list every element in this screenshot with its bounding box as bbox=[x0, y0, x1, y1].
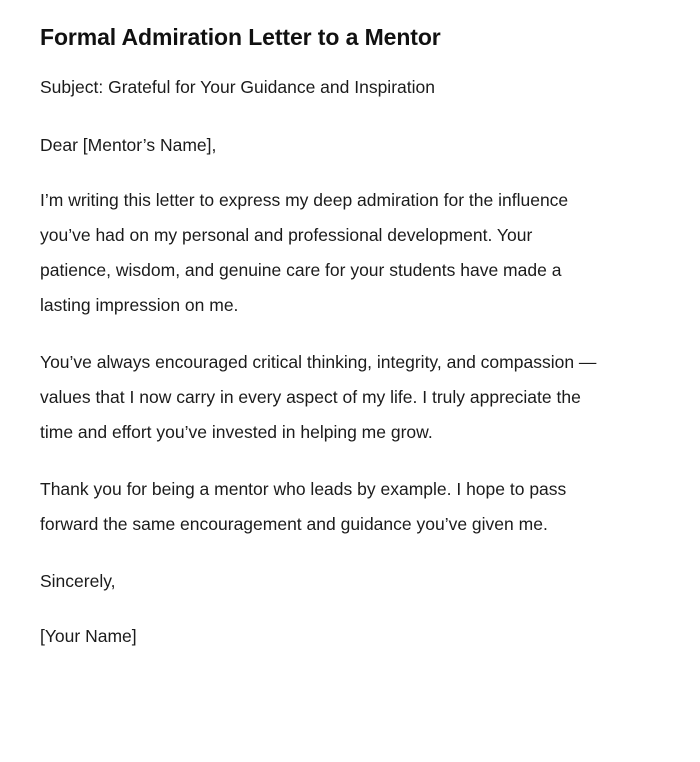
letter-paragraph-2: You’ve always encouraged critical thinking, integrity, and compassion — values that I now carry in every aspect of my life. I truly appreciate the time and effort you’ve invested in helping me grow. bbox=[40, 352, 597, 442]
letter-closing: Sincerely, bbox=[40, 571, 116, 591]
letter-salutation: Dear [Mentor’s Name], bbox=[40, 135, 217, 155]
page-title: Formal Admiration Letter to a Mentor bbox=[40, 24, 441, 50]
letter-paragraph-3: Thank you for being a mentor who leads by example. I hope to pass forward the same encouragement and guidance you’ve given me. bbox=[40, 479, 567, 534]
letter-paragraph-1: I’m writing this letter to express my deep admiration for the influence you’ve had on my personal and professional development. Your patience, wisdom, and genuine care for your students have made a lasting impression on me. bbox=[40, 190, 569, 315]
letter-signature: [Your Name] bbox=[40, 626, 137, 646]
letter-subject-line: Subject: Grateful for Your Guidance and Inspiration bbox=[40, 77, 435, 97]
